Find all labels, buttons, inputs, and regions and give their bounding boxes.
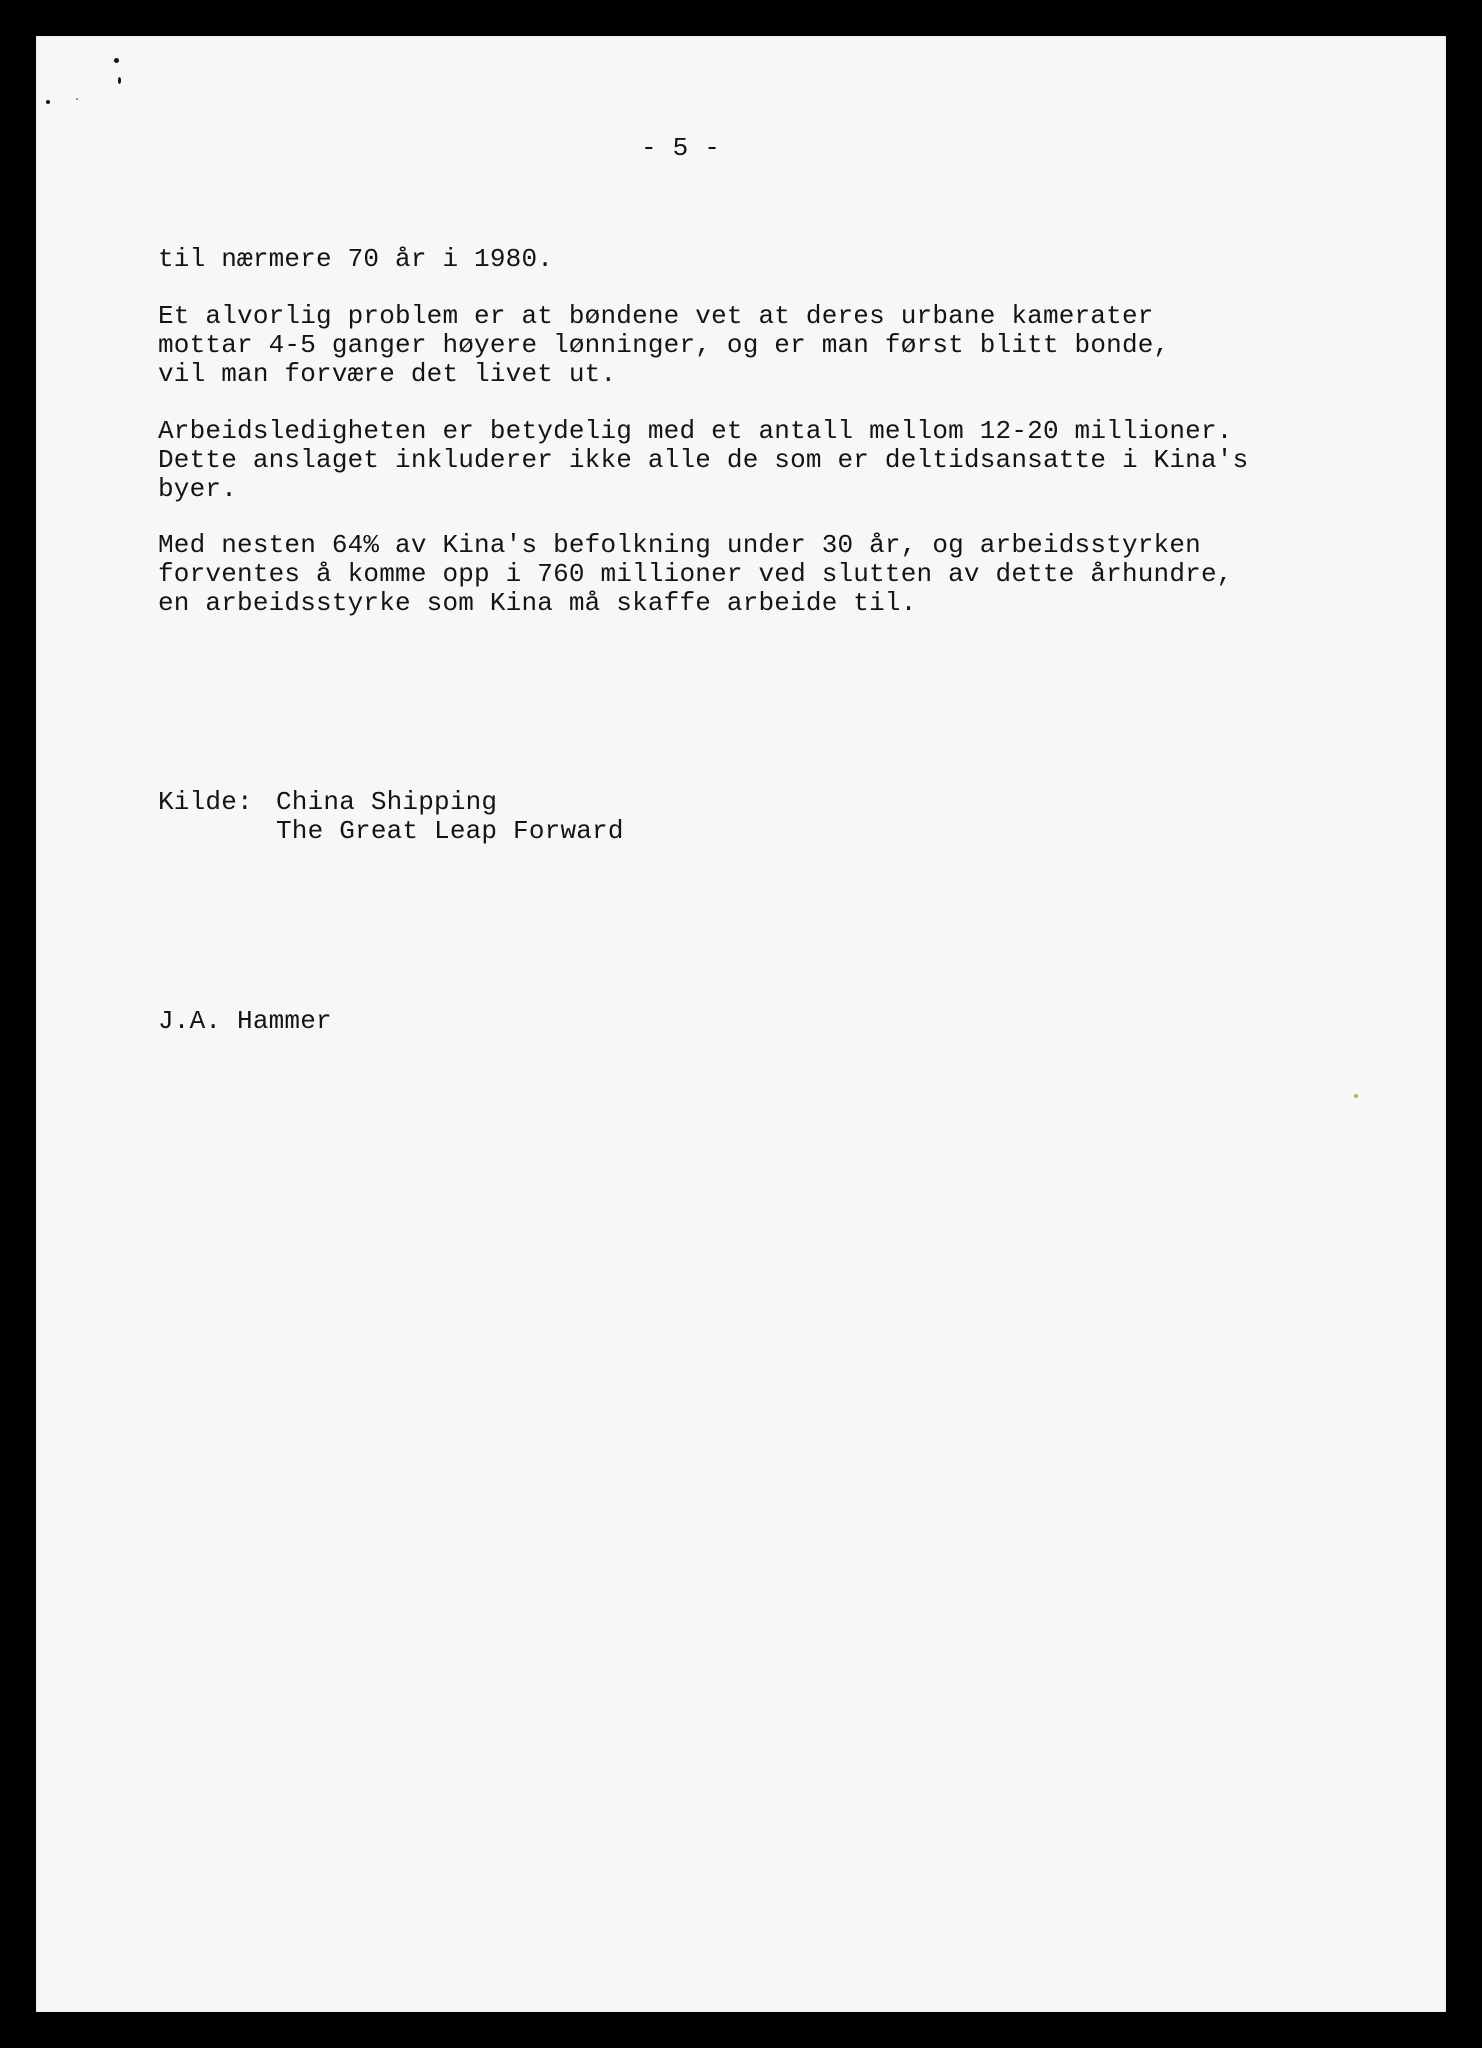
scan-speck (46, 100, 50, 104)
scan-speck (114, 58, 119, 63)
paragraph-2: Et alvorlig problem er at bøndene vet at deres urbane kamerater mottar 4-5 ganger høyere lønninger, og er man først blitt bonde, vil man forvære det livet ut. (158, 301, 1170, 389)
scan-speck (76, 98, 78, 100)
paragraph-3: Arbeidsledigheten er betydelig med et antall mellom 12-20 millioner. Dette anslaget inkluderer ikke alle de som er deltidsansatte i Kina's byer. (158, 416, 1249, 504)
scan-speck (1354, 1094, 1358, 1098)
paragraph-4: Med nesten 64% av Kina's befolkning under 30 år, og arbeidsstyrken forventes å komme opp i 760 millioner ved slutten av dette århundre, en arbeidsstyrke som Kina må skaffe arbeide til. (158, 530, 1233, 618)
paragraph-1: til nærmere 70 år i 1980. (158, 244, 554, 274)
page-number: - 5 - (641, 133, 721, 163)
scan-speck (118, 77, 121, 84)
signature: J.A. Hammer (158, 1006, 332, 1036)
source-label: Kilde: (158, 787, 253, 817)
source-item: China Shipping (276, 787, 498, 817)
source-item: The Great Leap Forward (276, 816, 624, 846)
